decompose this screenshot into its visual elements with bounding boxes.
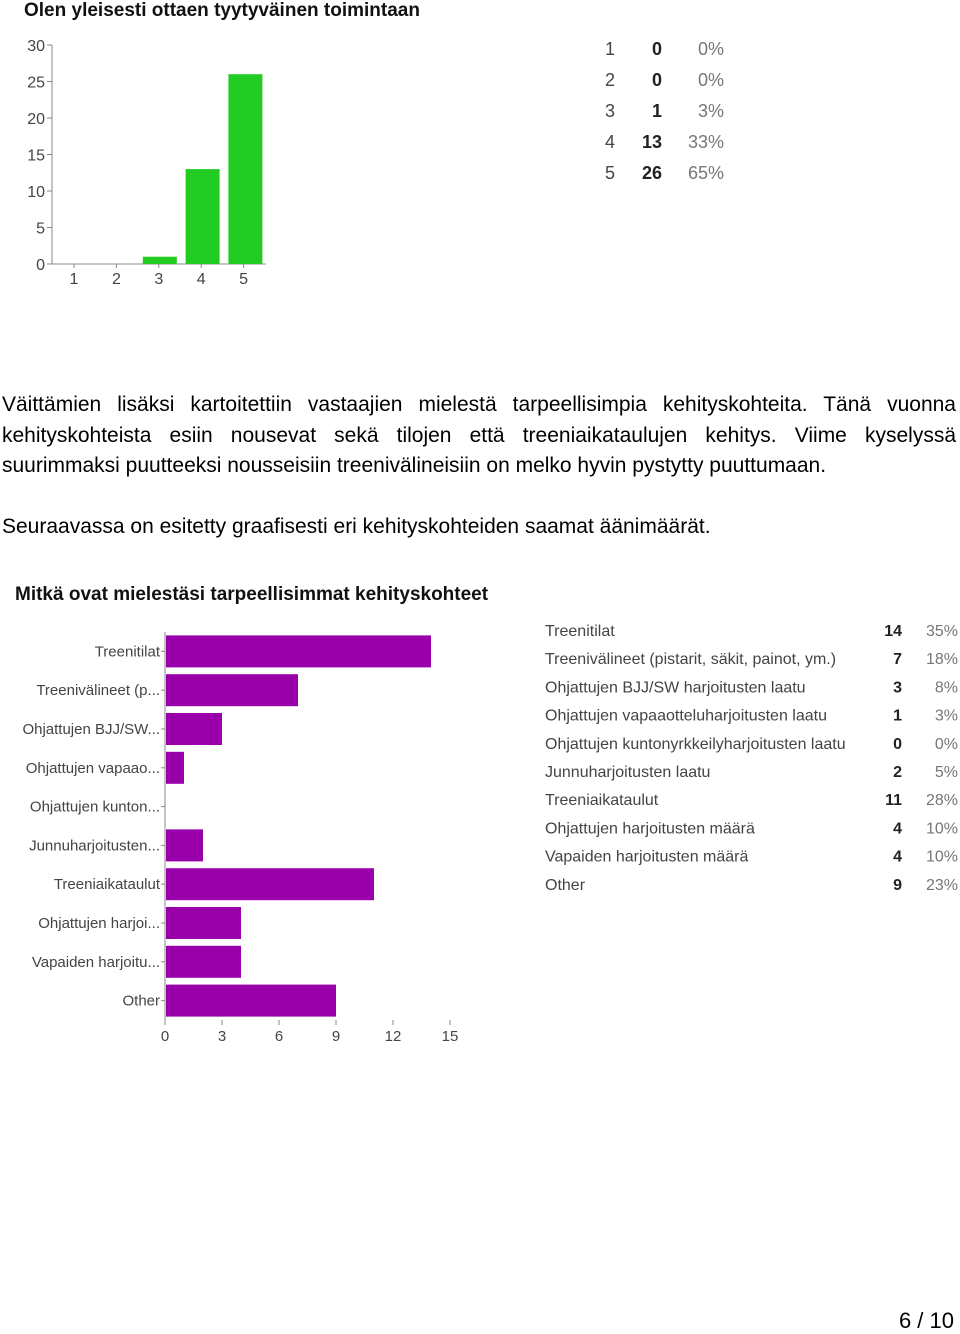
chart1-y-tick-label: 30 bbox=[27, 38, 45, 55]
chart1-y-tick-label: 25 bbox=[27, 74, 45, 92]
chart2-x-tick-label: 15 bbox=[441, 1028, 459, 1045]
chart2-table-percent: 3% bbox=[934, 707, 958, 725]
chart2-table-count: 14 bbox=[884, 623, 902, 640]
chart1-table-option: 2 bbox=[604, 70, 616, 90]
chart2-table-count: 4 bbox=[893, 820, 902, 838]
chart2-bar bbox=[166, 635, 431, 667]
chart2-table-option: Ohjattujen harjoitusten määrä bbox=[545, 820, 755, 838]
chart1-table-percent: 0% bbox=[697, 70, 724, 90]
chart2-table-option: Treeniaikataulut bbox=[545, 792, 659, 810]
chart1-table-percent: 33% bbox=[687, 132, 724, 152]
chart2-table-count: 9 bbox=[893, 876, 902, 894]
chart1-table-percent: 3% bbox=[697, 101, 724, 121]
chart2-table-option: Ohjattujen kuntonyrkkeilyharjoitusten laatu bbox=[545, 735, 846, 753]
chart2-table-count: 2 bbox=[893, 764, 902, 781]
chart2-table-percent: 23% bbox=[925, 876, 958, 894]
chart1-y-tick-label: 0 bbox=[36, 257, 45, 274]
chart1-table-count: 26 bbox=[641, 163, 662, 183]
chart1-table-percent: 0% bbox=[697, 39, 724, 59]
chart1-x-tick-label: 1 bbox=[69, 271, 79, 288]
chart1-x-tick-label: 3 bbox=[154, 271, 164, 288]
chart2-table-percent: 18% bbox=[925, 651, 958, 669]
chart2-table-percent: 8% bbox=[934, 679, 958, 697]
paragraph-development-targets: Väittämien lisäksi kartoitettiin vastaajien mielestä tarpeellisimpia kehityskohteita. Tänä vuonna kehityskohteista esiin nousevat sekä tilojen että treeniaikataulujen kehitys. Viime kyselyssä suurimmaksi puutteeksi nousseisiin treenivälineisiin on melko hyvin pystytty puuttumaan. bbox=[2, 393, 956, 477]
chart1-table-count: 0 bbox=[651, 70, 662, 90]
chart2-table-count: 11 bbox=[885, 792, 902, 810]
chart2-category-label: Other bbox=[122, 992, 160, 1010]
chart2-table-option: Ohjattujen BJJ/SW harjoitusten laatu bbox=[545, 679, 806, 697]
chart1-x-tick-label: 5 bbox=[239, 271, 249, 288]
chart2-category-label: Ohjattujen vapaao... bbox=[25, 759, 160, 777]
chart2-title: Mitkä ovat mielestäsi tarpeellisimmat kehityskohteet bbox=[15, 584, 489, 605]
chart2-table-count: 7 bbox=[893, 651, 902, 669]
chart1-table-option: 1 bbox=[604, 39, 616, 59]
chart1-y-tick-label: 20 bbox=[27, 111, 45, 128]
chart1-x-tick-label: 2 bbox=[111, 271, 121, 288]
chart1-table-option: 4 bbox=[604, 132, 616, 152]
chart2-category-label: Ohjattujen BJJ/SW... bbox=[22, 721, 160, 738]
chart1-y-tick-label: 15 bbox=[27, 147, 45, 165]
chart2-category-label: Treeniaikataulut bbox=[53, 876, 160, 894]
chart1-y-tick-label: 10 bbox=[27, 184, 45, 201]
chart2-x-tick-label: 6 bbox=[274, 1028, 284, 1045]
chart2-x-tick-label: 3 bbox=[217, 1028, 227, 1045]
chart2-table-count: 4 bbox=[893, 848, 902, 866]
paragraph-graph-intro: Seuraavassa on esitetty graafisesti eri kehityskohteiden saamat äänimäärät. bbox=[2, 515, 711, 538]
chart2-table-count: 1 bbox=[893, 707, 902, 725]
chart1-x-tick-label: 4 bbox=[196, 271, 206, 288]
chart2-table-option: Treenitilat bbox=[545, 623, 615, 640]
chart2-table-percent: 5% bbox=[934, 764, 958, 781]
chart2-bar bbox=[166, 829, 203, 861]
chart2-category-label: Ohjattujen harjoi... bbox=[38, 915, 160, 932]
chart1-table-count: 1 bbox=[651, 101, 662, 121]
chart2-bar bbox=[166, 868, 374, 900]
chart2-bar bbox=[166, 674, 298, 706]
chart2-table-percent: 10% bbox=[925, 820, 958, 838]
chart2-category-label: Ohjattujen kunton... bbox=[29, 798, 160, 816]
chart2-category-label: Vapaiden harjoitu... bbox=[31, 953, 160, 971]
chart2-x-tick-label: 12 bbox=[384, 1028, 402, 1045]
chart1-table-count: 13 bbox=[641, 132, 662, 152]
page-number: 6 / 10 bbox=[898, 1308, 954, 1333]
chart1-table-count: 0 bbox=[651, 39, 662, 59]
chart2-bar bbox=[166, 713, 222, 745]
chart2-table-percent: 35% bbox=[925, 623, 958, 640]
chart2-table-option: Ohjattujen vapaaotteluharjoitusten laatu bbox=[545, 707, 827, 725]
chart2-category-label: Treenivälineet (p... bbox=[36, 682, 160, 700]
chart2-bar bbox=[166, 985, 336, 1017]
chart2-category-label: Treenitilat bbox=[94, 643, 160, 661]
chart2-table-percent: 0% bbox=[934, 735, 958, 753]
chart2-table-percent: 28% bbox=[925, 792, 958, 810]
chart2-bar bbox=[166, 946, 241, 978]
chart2-table-option: Junnuharjoitusten laatu bbox=[545, 764, 711, 781]
chart1-table-percent: 65% bbox=[687, 163, 724, 183]
chart2-table-count: 3 bbox=[893, 679, 902, 697]
chart1-title: Olen yleisesti ottaen tyytyväinen toimintaan bbox=[24, 0, 420, 21]
chart2-table-option: Treenivälineet (pistarit, säkit, painot, ym.) bbox=[545, 651, 837, 669]
chart2-x-tick-label: 0 bbox=[160, 1028, 170, 1045]
chart2-table-option: Vapaiden harjoitusten määrä bbox=[545, 848, 749, 866]
chart2-bar bbox=[166, 752, 184, 784]
chart2-category-label: Junnuharjoitusten... bbox=[29, 837, 160, 855]
chart2-table-option: Other bbox=[545, 876, 586, 894]
chart2-table-percent: 10% bbox=[925, 848, 958, 866]
chart2-table-count: 0 bbox=[893, 735, 902, 753]
chart1-table-option: 3 bbox=[604, 101, 616, 121]
chart1-table-option: 5 bbox=[604, 163, 616, 183]
chart2-x-tick-label: 9 bbox=[331, 1028, 341, 1045]
chart2-bar bbox=[166, 907, 241, 939]
chart1-y-tick-label: 5 bbox=[36, 220, 45, 238]
